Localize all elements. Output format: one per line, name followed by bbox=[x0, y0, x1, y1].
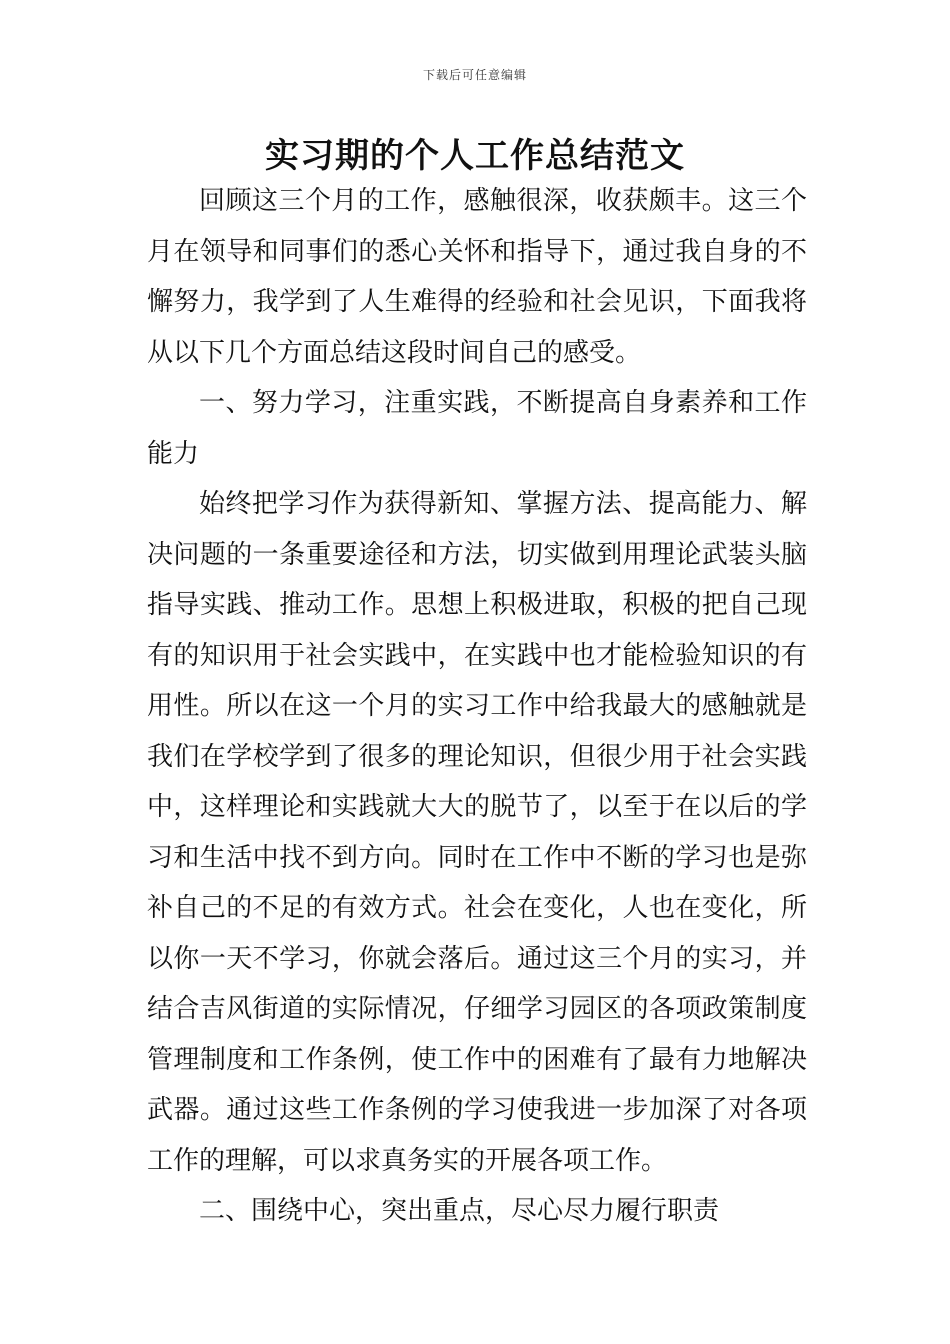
section-heading-2: 二、围绕中心，突出重点，尽心尽力履行职责 bbox=[199, 1196, 720, 1226]
paragraph-intro: 回顾这三个月的工作，感触很深，收获颇丰。这三个月在领导和同事们的悉心关怀和指导下，通过我自身的不懈努力，我学到了人生难得的经验和社会见识，下面我将从以下几个方面总结这段时间自己的感受。 bbox=[147, 186, 807, 368]
paragraph-section-1: 始终把学习作为获得新知、掌握方法、提高能力、解决问题的一条重要途径和方法，切实做到用理论武装头脑指导实践、推动工作。思想上积极进取，积极的把自己现有的知识用于社会实践中，在实践中也才能检验知识的有用性。所以在这一个月的实习工作中给我最大的感触就是我们在学校学到了很多的理论知识，但很少用于社会实践中，这样理论和实践就大大的脱节了，以至于在以后的学习和生活中找不到方向。同时在工作中不断的学习也是弥补自己的不足的有效方式。社会在变化，人也在变化，所以你一天不学习，你就会落后。通过这三个月的实习，并结合吉风街道的实际情况，仔细学习园区的各项政策制度管理制度和工作条例，使工作中的困难有了最有力地解决武器。通过这些工作条例的学习使我进一步加深了对各项工作的理解，可以求真务实的开展各项工作。 bbox=[147, 489, 807, 1176]
section-heading-1: 一、努力学习，注重实践，不断提高自身素养和工作能力 bbox=[147, 388, 807, 469]
document-body bbox=[147, 176, 807, 1237]
header-note: 下载后可任意编辑 bbox=[422, 68, 527, 82]
document-title: 实习期的个人工作总结范文 bbox=[265, 136, 685, 176]
